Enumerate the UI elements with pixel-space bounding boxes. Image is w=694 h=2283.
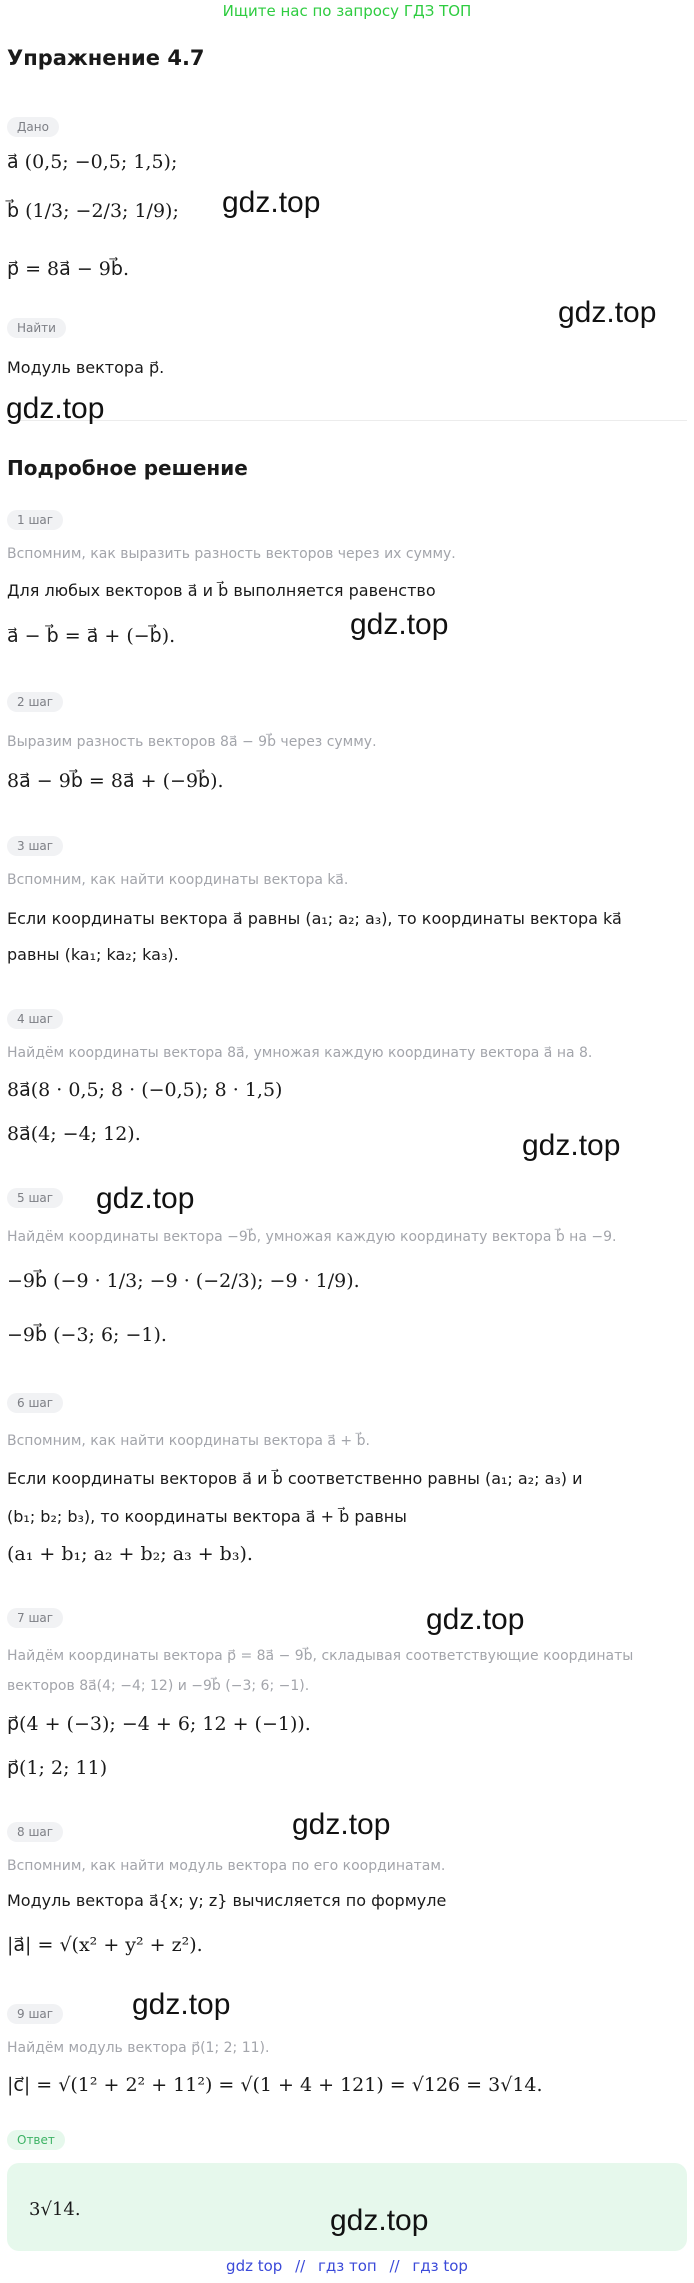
step-hint: Найдём модуль вектора p⃗(1; 2; 11). <box>7 2040 270 2056</box>
step-chip: 8 шаг <box>7 1822 63 1842</box>
step-chip: 9 шаг <box>7 2004 63 2024</box>
step-formula: −9b⃗ (−3; 6; −1). <box>7 1324 167 1346</box>
step-hint: Найдём координаты вектора p⃗ = 8a⃗ − 9b⃗, складывая соответствующие координаты <box>7 1648 634 1664</box>
watermark: gdz.top <box>330 2204 429 2237</box>
step-formula: 8a⃗ − 9b⃗ = 8a⃗ + (−9b⃗). <box>7 770 224 792</box>
step-hint: векторов 8a⃗(4; −4; 12) и −9b⃗ (−3; 6; −1). <box>7 1678 310 1694</box>
step-text: Если координаты вектора a⃗ равны (a₁; a₂; a₃), то координаты вектора ka⃗ <box>7 909 622 928</box>
step-formula: −9b⃗ (−9 · 1/3; −9 · (−2/3); −9 · 1/9). <box>7 1270 360 1292</box>
step-hint: Вспомним, как найти координаты вектора a⃗ + b⃗. <box>7 1433 370 1449</box>
find-chip: Найти <box>7 318 66 338</box>
step-hint: Вспомним, как найти модуль вектора по его координатам. <box>7 1858 446 1874</box>
footer-link[interactable]: гдз top <box>412 2257 468 2275</box>
step-chip: 1 шаг <box>7 510 63 530</box>
step-formula: |c⃗| = √(1² + 2² + 11²) = √(1 + 4 + 121) = √126 = 3√14. <box>7 2074 543 2096</box>
page-title: Упражнение 4.7 <box>7 46 205 70</box>
answer-value: 3√14. <box>29 2199 81 2220</box>
step-chip: 7 шаг <box>7 1608 63 1628</box>
given-chip: Дано <box>7 117 59 137</box>
watermark: gdz.top <box>292 1808 391 1841</box>
watermark: gdz.top <box>6 392 105 425</box>
step-hint: Вспомним, как найти координаты вектора ka⃗. <box>7 872 349 888</box>
step-formula: 8a⃗(8 · 0,5; 8 · (−0,5); 8 · 1,5) <box>7 1079 283 1101</box>
watermark: gdz.top <box>132 1988 231 2021</box>
footer-separator: // <box>295 2257 306 2275</box>
find-text: Модуль вектора p⃗. <box>7 358 165 377</box>
footer-links <box>0 2257 694 2275</box>
step-formula: (a₁ + b₁; a₂ + b₂; a₃ + b₃). <box>7 1543 253 1565</box>
step-text: (b₁; b₂; b₃), то координаты вектора a⃗ + b⃗ равны <box>7 1507 407 1526</box>
given-line: p⃗ = 8a⃗ − 9b⃗. <box>7 258 129 280</box>
step-hint: Вспомним, как выразить разность векторов через их сумму. <box>7 546 456 562</box>
step-text: Модуль вектора a⃗{x; y; z} вычисляется по формуле <box>7 1891 447 1910</box>
step-formula: 8a⃗(4; −4; 12). <box>7 1123 141 1145</box>
footer-separator: // <box>389 2257 400 2275</box>
watermark: gdz.top <box>426 1603 525 1636</box>
solution-title: Подробное решение <box>7 456 248 480</box>
watermark: gdz.top <box>350 608 449 641</box>
step-text: равны (ka₁; ka₂; ka₃). <box>7 945 179 964</box>
step-hint: Найдём координаты вектора −9b⃗, умножая каждую координату вектора b⃗ на −9. <box>7 1229 617 1245</box>
footer-link[interactable]: гдз топ <box>317 2257 377 2275</box>
footer-link[interactable]: gdz top <box>226 2257 283 2275</box>
step-chip: 3 шаг <box>7 836 63 856</box>
step-chip: 5 шаг <box>7 1188 63 1208</box>
step-formula: p⃗(1; 2; 11) <box>7 1757 108 1779</box>
step-text: Если координаты векторов a⃗ и b⃗ соответственно равны (a₁; a₂; a₃) и <box>7 1469 583 1488</box>
watermark: gdz.top <box>558 296 657 329</box>
watermark: gdz.top <box>96 1182 195 1215</box>
top-banner[interactable]: Ищите нас по запросу ГДЗ ТОП <box>222 2 472 20</box>
step-hint: Найдём координаты вектора 8a⃗, умножая каждую координату вектора a⃗ на 8. <box>7 1045 593 1061</box>
divider <box>7 420 687 421</box>
step-formula: |a⃗| = √(x² + y² + z²). <box>7 1934 203 1956</box>
step-chip: 6 шаг <box>7 1393 63 1413</box>
given-line: b⃗ (1/3; −2/3; 1/9); <box>7 200 179 222</box>
step-formula: a⃗ − b⃗ = a⃗ + (−b⃗). <box>7 625 176 647</box>
step-chip: 2 шаг <box>7 692 63 712</box>
step-hint: Выразим разность векторов 8a⃗ − 9b⃗ через сумму. <box>7 734 377 750</box>
step-text: Для любых векторов a⃗ и b⃗ выполняется равенство <box>7 581 436 600</box>
given-line: a⃗ (0,5; −0,5; 1,5); <box>7 151 178 173</box>
watermark: gdz.top <box>522 1129 621 1162</box>
watermark: gdz.top <box>222 186 321 219</box>
step-chip: 4 шаг <box>7 1009 63 1029</box>
step-formula: p⃗(4 + (−3); −4 + 6; 12 + (−1)). <box>7 1713 311 1735</box>
answer-chip: Ответ <box>7 2130 65 2150</box>
